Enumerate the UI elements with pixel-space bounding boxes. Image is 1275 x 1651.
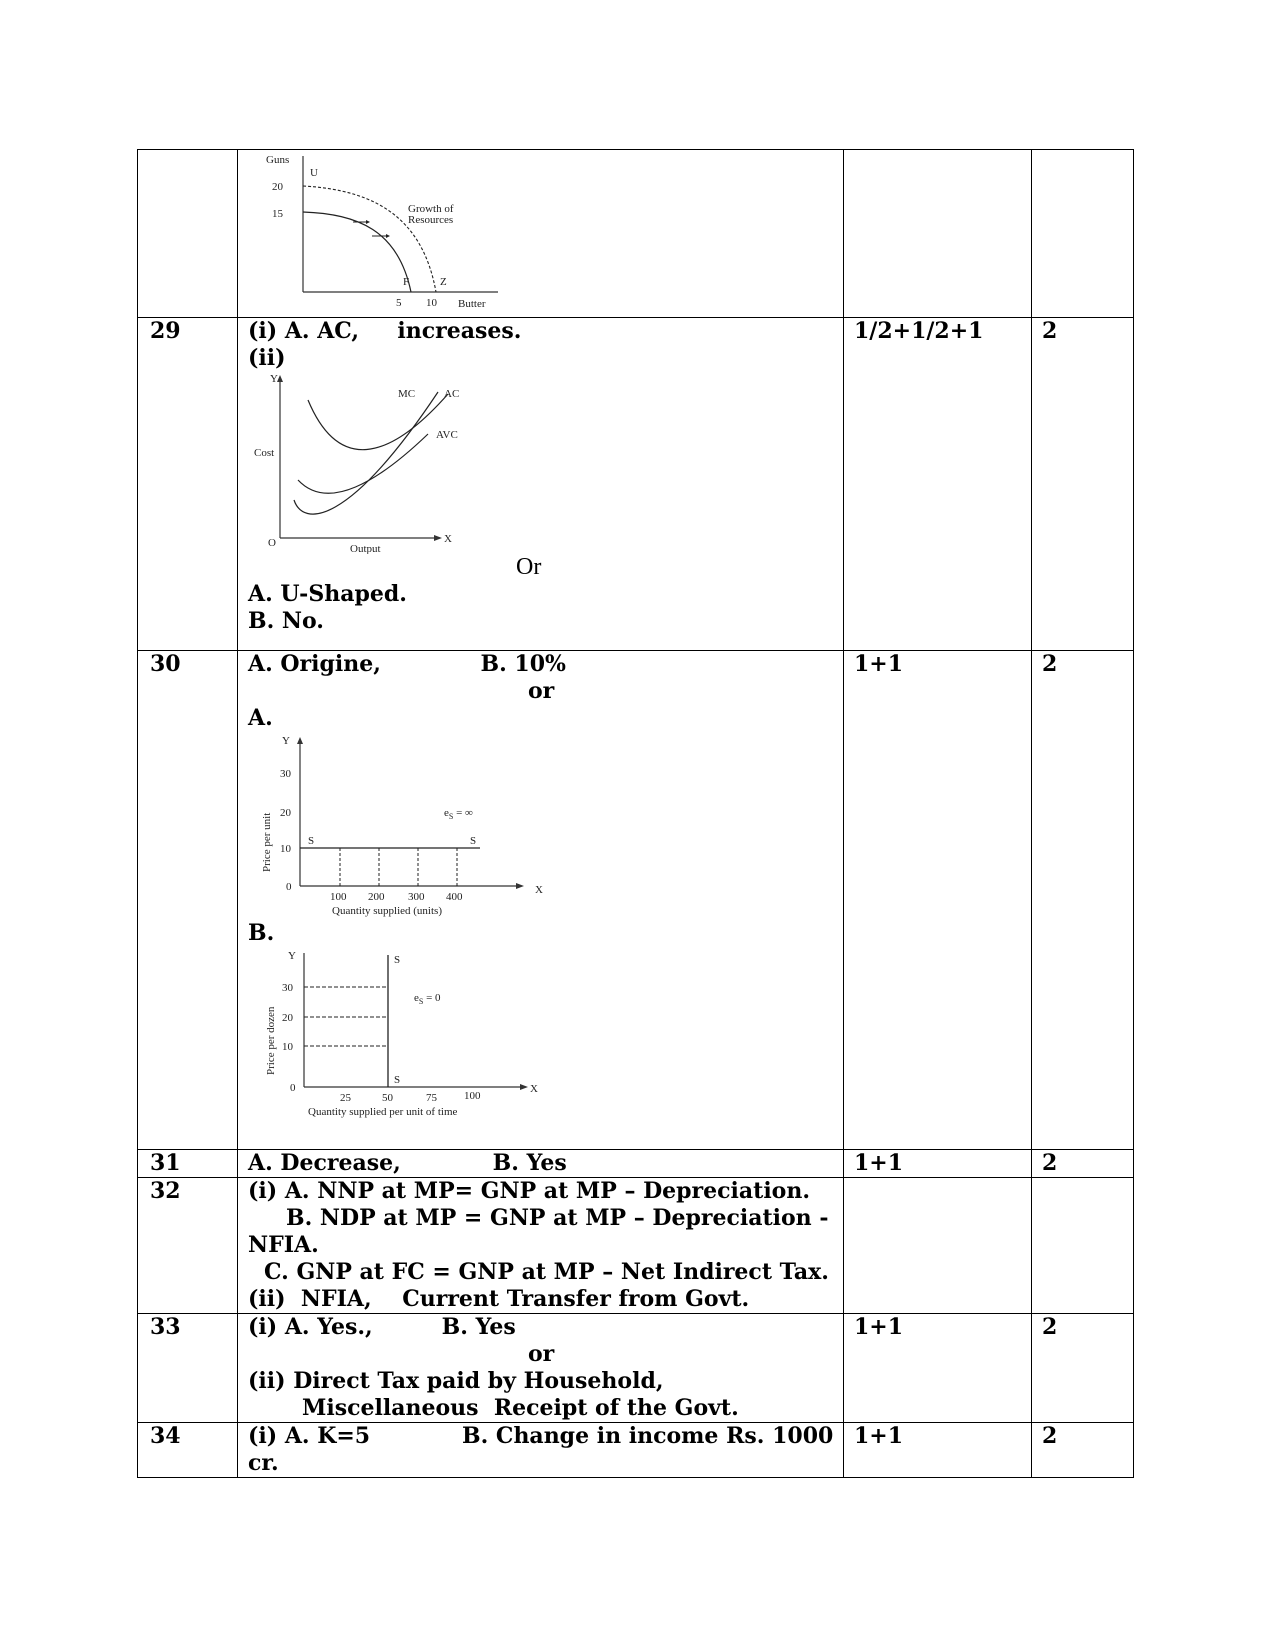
ea-elasticity-e: e bbox=[444, 807, 449, 819]
ea-axis-y-title: Price per unit bbox=[261, 812, 273, 872]
answer-cell bbox=[238, 1423, 844, 1478]
table-row-ppc bbox=[138, 150, 1134, 318]
answer-cell bbox=[238, 150, 844, 318]
q30-line1a: A. Origine, bbox=[248, 651, 381, 677]
eb-tick-10: 10 bbox=[282, 1041, 293, 1053]
q32-line1: (i) A. NNP at MP= GNP at MP – Depreciation. bbox=[248, 1178, 810, 1204]
eb-y-label: Y bbox=[288, 950, 296, 962]
arrow-2-head bbox=[386, 234, 390, 238]
answer-table bbox=[137, 149, 1134, 1478]
mc-curve bbox=[294, 392, 438, 514]
table-row-31 bbox=[138, 1150, 1134, 1178]
ppc-point-z: Z bbox=[440, 276, 447, 288]
q29-line3: A. U-Shaped. bbox=[248, 581, 407, 607]
ppc-tick-20: 20 bbox=[272, 181, 283, 193]
q31-line1b: B. Yes bbox=[492, 1150, 567, 1176]
q29-line4: B. No. bbox=[248, 608, 324, 634]
eb-elasticity-e: e bbox=[414, 992, 419, 1004]
q33-or: or bbox=[528, 1341, 555, 1367]
answer-cell bbox=[238, 1314, 844, 1423]
marks-cell: 1/2+1/2+1 bbox=[844, 318, 1032, 651]
ea-origin: 0 bbox=[286, 881, 292, 893]
eb-s-bottom: S bbox=[394, 1074, 401, 1086]
total-cell: 2 bbox=[1032, 651, 1134, 1150]
q33-line2: (ii) Direct Tax paid by Household, bbox=[248, 1368, 664, 1394]
cost-x-arrow bbox=[434, 535, 442, 541]
q34-line1b: B. Change in income Rs. 1000 bbox=[462, 1423, 834, 1449]
q30-label-b: B. bbox=[248, 920, 275, 946]
ppc-annotation-2: Resources bbox=[408, 214, 454, 226]
ea-s-right: S bbox=[470, 835, 477, 847]
total-cell bbox=[1032, 150, 1134, 318]
ea-tick-400: 400 bbox=[446, 891, 463, 903]
ea-elasticity-sub: S bbox=[448, 812, 454, 821]
question-number: 32 bbox=[138, 1178, 238, 1314]
question-number: 33 bbox=[138, 1314, 238, 1423]
q30-label-a: A. bbox=[248, 705, 273, 731]
q30-or: or bbox=[528, 678, 555, 704]
table-row-29 bbox=[138, 318, 1134, 651]
perfectly-elastic-supply-diagram bbox=[248, 732, 558, 920]
ppc-outer-curve bbox=[303, 186, 436, 292]
ea-s-left: S bbox=[308, 835, 315, 847]
answer-cell bbox=[238, 1178, 844, 1314]
eb-x-label: X bbox=[530, 1083, 538, 1095]
eb-axis-x-title: Quantity supplied per unit of time bbox=[308, 1106, 458, 1118]
ac-curve bbox=[308, 394, 448, 450]
ea-tick-300: 300 bbox=[408, 891, 425, 903]
ea-tick-100: 100 bbox=[330, 891, 347, 903]
avc-label: AVC bbox=[436, 429, 458, 441]
cost-origin: O bbox=[268, 537, 276, 549]
table-row-33 bbox=[138, 1314, 1134, 1423]
answer-cell bbox=[238, 318, 844, 651]
ea-elasticity bbox=[444, 807, 473, 821]
q30-line1b: B. 10% bbox=[480, 651, 566, 677]
cost-curves-diagram bbox=[248, 372, 508, 554]
ea-tick-30: 30 bbox=[280, 768, 291, 780]
eb-origin: 0 bbox=[290, 1082, 296, 1094]
table-row-34 bbox=[138, 1423, 1134, 1478]
eb-tick-20: 20 bbox=[282, 1012, 293, 1024]
ea-y-label: Y bbox=[282, 735, 290, 747]
eb-tick-25: 25 bbox=[340, 1092, 351, 1104]
perfectly-inelastic-supply-diagram bbox=[248, 947, 558, 1123]
eb-tick-30: 30 bbox=[282, 982, 293, 994]
cost-axis-y-title: Cost bbox=[254, 447, 275, 459]
q34-line2: cr. bbox=[248, 1450, 279, 1476]
eb-tick-75: 75 bbox=[426, 1092, 437, 1104]
total-cell: 2 bbox=[1032, 1150, 1134, 1178]
marks-cell: 1+1 bbox=[844, 1150, 1032, 1178]
cost-x-label: X bbox=[444, 533, 452, 545]
eb-tick-100: 100 bbox=[464, 1090, 481, 1102]
ea-y-arrow bbox=[297, 737, 303, 744]
q32-line5b: Current Transfer from Govt. bbox=[402, 1286, 750, 1312]
ea-elasticity-val: = ∞ bbox=[453, 807, 473, 819]
mc-label: MC bbox=[398, 388, 416, 400]
q32-line2: B. NDP at MP = GNP at MP – Depreciation - bbox=[286, 1205, 829, 1231]
ppc-tick-15: 15 bbox=[272, 208, 283, 220]
ppc-point-u: U bbox=[310, 167, 318, 179]
question-number bbox=[138, 150, 238, 318]
q29-line1a: (i) A. AC, bbox=[248, 318, 360, 344]
ea-tick-200: 200 bbox=[368, 891, 385, 903]
eb-tick-50: 50 bbox=[382, 1092, 393, 1104]
table-row-32 bbox=[138, 1178, 1134, 1314]
ea-x-label: X bbox=[535, 884, 543, 896]
q29-line2: (ii) bbox=[248, 345, 286, 371]
ppc-annotation-1: Growth of bbox=[408, 203, 454, 215]
question-number: 30 bbox=[138, 651, 238, 1150]
marks-cell bbox=[844, 1178, 1032, 1314]
answer-cell bbox=[238, 651, 844, 1150]
arrow-1-head bbox=[366, 220, 370, 224]
ea-tick-10: 10 bbox=[280, 843, 291, 855]
question-number: 29 bbox=[138, 318, 238, 651]
ppc-tick-10: 10 bbox=[426, 297, 437, 309]
marks-cell: 1+1 bbox=[844, 651, 1032, 1150]
ppc-diagram bbox=[248, 150, 508, 314]
eb-x-arrow bbox=[520, 1084, 528, 1090]
table-row-30 bbox=[138, 651, 1134, 1150]
ppc-x-label: Butter bbox=[458, 298, 486, 310]
ppc-point-f: F bbox=[403, 276, 410, 288]
marks-cell bbox=[844, 150, 1032, 318]
eb-elasticity-sub: S bbox=[418, 997, 424, 1006]
ppc-y-label: Guns bbox=[266, 154, 290, 166]
eb-axis-y-title: Price per dozen bbox=[265, 1006, 277, 1075]
marks-cell: 1+1 bbox=[844, 1423, 1032, 1478]
total-cell bbox=[1032, 1178, 1134, 1314]
ea-tick-20: 20 bbox=[280, 807, 291, 819]
cost-y-label: Y bbox=[270, 373, 278, 385]
q33-line1b: B. Yes bbox=[441, 1314, 516, 1340]
q32-line4: C. GNP at FC = GNP at MP – Net Indirect Tax. bbox=[264, 1259, 829, 1285]
eb-elasticity bbox=[414, 992, 441, 1006]
eb-elasticity-val: = 0 bbox=[423, 992, 441, 1004]
answer-cell bbox=[238, 1150, 844, 1178]
q29-or: Or bbox=[516, 554, 542, 580]
ea-x-arrow bbox=[516, 883, 524, 889]
total-cell: 2 bbox=[1032, 1423, 1134, 1478]
q31-line1a: A. Decrease, bbox=[248, 1150, 401, 1176]
q32-line5a: (ii) NFIA, bbox=[248, 1286, 372, 1312]
cost-axis-x-title: Output bbox=[350, 543, 381, 554]
eb-s-top: S bbox=[394, 954, 401, 966]
total-cell: 2 bbox=[1032, 318, 1134, 651]
q29-line1b: increases. bbox=[397, 318, 522, 344]
ea-axis-x-title: Quantity supplied (units) bbox=[332, 905, 442, 917]
total-cell: 2 bbox=[1032, 1314, 1134, 1423]
question-number: 34 bbox=[138, 1423, 238, 1478]
ppc-tick-5: 5 bbox=[396, 297, 402, 309]
q32-line3: NFIA. bbox=[248, 1232, 319, 1258]
marks-cell: 1+1 bbox=[844, 1314, 1032, 1423]
question-number: 31 bbox=[138, 1150, 238, 1178]
avc-curve bbox=[298, 434, 428, 493]
ppc-inner-curve bbox=[303, 212, 411, 292]
q33-line1a: (i) A. Yes., bbox=[248, 1314, 373, 1340]
q34-line1a: (i) A. K=5 bbox=[248, 1423, 371, 1449]
ac-label: AC bbox=[444, 388, 460, 400]
q33-line3: Miscellaneous Receipt of the Govt. bbox=[302, 1395, 739, 1421]
